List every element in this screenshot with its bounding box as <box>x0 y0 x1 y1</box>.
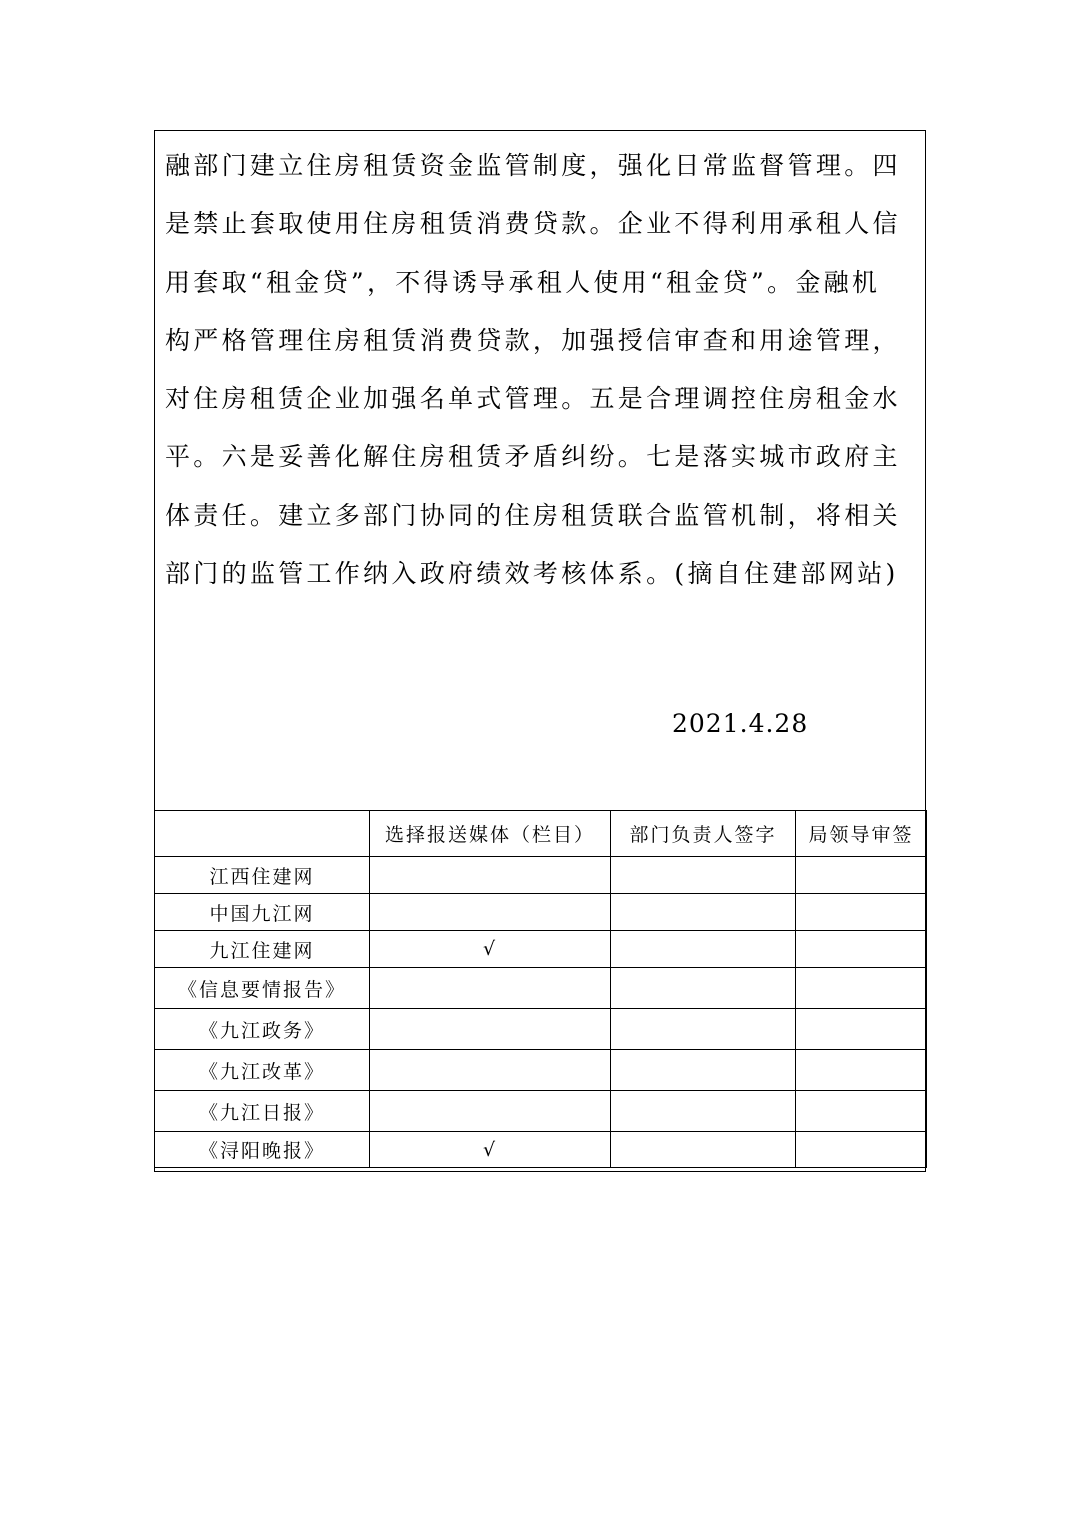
body-line: 部门的监管工作纳入政府绩效考核体系。(摘自住建部网站) <box>165 559 899 589</box>
dept-signature-cell[interactable] <box>611 857 796 894</box>
body-line: 平。六是妥善化解住房租赁矛盾纠纷。七是落实城市政府主 <box>165 442 901 472</box>
selection-cell[interactable]: √ <box>370 1132 611 1168</box>
media-name-cell: 《浔阳晚报》 <box>155 1132 370 1168</box>
header-media-name <box>155 811 370 857</box>
leader-signature-cell[interactable] <box>796 1050 927 1091</box>
leader-signature-cell[interactable] <box>796 968 927 1009</box>
document-date: 2021.4.28 <box>672 709 809 738</box>
selection-cell[interactable] <box>370 857 611 894</box>
dept-signature-cell[interactable] <box>611 1132 796 1168</box>
selection-cell[interactable] <box>370 1009 611 1050</box>
body-line: 用套取“租金贷”，不得诱导承租人使用“租金贷”。金融机 <box>165 267 881 297</box>
leader-signature-cell[interactable] <box>796 1009 927 1050</box>
selection-cell[interactable] <box>370 1050 611 1091</box>
body-line: 体责任。建立多部门协同的住房租赁联合监管机制，将相关 <box>165 500 901 530</box>
media-name-cell: 《九江改革》 <box>155 1050 370 1091</box>
table-header-row <box>155 811 927 857</box>
media-name-cell: 《九江日报》 <box>155 1091 370 1132</box>
dept-signature-cell[interactable] <box>611 894 796 931</box>
media-name-cell: 《九江政务》 <box>155 1009 370 1050</box>
body-line: 融部门建立住房租赁资金监管制度，强化日常监督管理。四 <box>165 151 901 180</box>
dept-signature-cell[interactable] <box>611 968 796 1009</box>
media-name-cell: 江西住建网 <box>155 857 370 894</box>
table-row <box>155 1091 927 1132</box>
document-frame <box>154 130 926 1172</box>
leader-signature-cell[interactable] <box>796 894 927 931</box>
dept-signature-cell[interactable] <box>611 1050 796 1091</box>
table-row <box>155 1050 927 1091</box>
body-line: 对住房租赁企业加强名单式管理。五是合理调控住房租金水 <box>165 384 901 414</box>
header-dept-signature: 部门负责人签字 <box>611 811 796 857</box>
dept-signature-cell[interactable] <box>611 931 796 968</box>
leader-signature-cell[interactable] <box>796 1132 927 1168</box>
media-name-cell: 九江住建网 <box>155 931 370 968</box>
selection-cell[interactable] <box>370 894 611 931</box>
table-row <box>155 857 927 894</box>
selection-cell[interactable]: √ <box>370 931 611 968</box>
table-row <box>155 1132 927 1168</box>
header-select-media: 选择报送媒体（栏目） <box>370 811 611 857</box>
media-name-cell: 《信息要情报告》 <box>155 968 370 1009</box>
leader-signature-cell[interactable] <box>796 857 927 894</box>
table-row <box>155 1009 927 1050</box>
table-row <box>155 894 927 931</box>
leader-signature-cell[interactable] <box>796 931 927 968</box>
table-row <box>155 931 927 968</box>
header-leader-signature: 局领导审签 <box>796 811 927 857</box>
dept-signature-cell[interactable] <box>611 1091 796 1132</box>
table-row <box>155 968 927 1009</box>
dept-signature-cell[interactable] <box>611 1009 796 1050</box>
media-name-cell: 中国九江网 <box>155 894 370 931</box>
body-paragraph <box>165 137 917 603</box>
body-line: 是禁止套取使用住房租赁消费贷款。企业不得利用承租人信 <box>165 209 901 239</box>
leader-signature-cell[interactable] <box>796 1091 927 1132</box>
media-selection-table <box>154 810 927 1168</box>
selection-cell[interactable] <box>370 1091 611 1132</box>
body-line: 构严格管理住房租赁消费贷款，加强授信审查和用途管理， <box>165 325 901 355</box>
selection-cell[interactable] <box>370 968 611 1009</box>
